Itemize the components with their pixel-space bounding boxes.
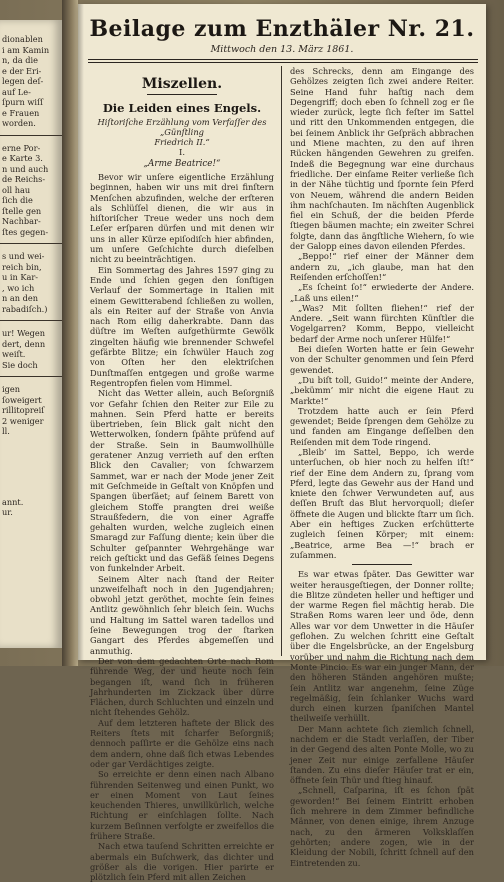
paragraph: „Es ſcheint ſo!“ erwiederte der Andere. „Laß uns eilen!“ bbox=[290, 282, 474, 303]
paragraph: Es war etwas ſpäter. Das Gewitter war weiter herausgeſtiegen, der Donner rollte; die Blitze zündeten heller und heftiger und der warme Regen fiel mächtig herab. Die Straßen Roms waren leer und öde, denn Alles war vor dem Unwetter in die Häuſer geflohen. Zu welchen ſchritt eine Geſtalt über die Engelsbrücke, an der Engelsburg vorüber und nahm die Richtung nach dem Monte Pincio. Es war ein junger Mann, der den höheren Ständen angehören mußte; ſein Antlitz war angenehm, ſeine Züge regelmäßig, ſein ſchlanker Wuchs ward durch einen kurzen ſpaniſchen Mantel theilweiſe verhüllt. bbox=[290, 569, 474, 724]
left-page-line: dert, denn bbox=[2, 338, 46, 349]
newspaper-page bbox=[78, 4, 486, 882]
left-page-line: ſpurn wiſſ bbox=[2, 97, 44, 107]
header-rule bbox=[88, 59, 478, 60]
paragraph: „Du biſt toll, Guido!“ meinte der Andere, „bekümm’ mir nicht die eigene Haut zu Markte!“ bbox=[290, 374, 474, 406]
column-left bbox=[90, 66, 274, 882]
left-page-line: ſoweigert bbox=[2, 394, 42, 405]
left-page-line: i am Kamin bbox=[2, 44, 50, 55]
left-page-line: e Frauen bbox=[2, 107, 40, 118]
paragraph: Nicht das Wetter allein, auch Beſorgniß vor Gefahr ſchien den Reiter zur Eile zu mahnen. Sein Pferd hatte er bereits übertrieben, ſein Blick galt nicht den Wetterwolken, ſondern ſpähte prüfend auf der Straße. Sein in Baumwollhülle geratener Anzug verrieth auf den erſten Blick den Cavalier; von ſchwarzem Sammet, war er nach der Mode jener Zeit mit Geſchmeide in Geſtalt von Knöpfen und Spangen überſäet; auf ſeinem Barett von gleichem Stoffe prangten drei weiße Straußfedern, die von einer Agraffe gehalten wurden, welche zugleich einen Smaragd zur Faſſung diente; kein über die Schulter geſpannter Wehrgehänge war reich geſtickt und das Gefäß ſeines Degens von funkelnder Arbeit. bbox=[90, 388, 274, 574]
left-page-line: de Reichs- bbox=[2, 174, 46, 184]
page-binding-shadow bbox=[78, 4, 84, 660]
left-page-rule bbox=[0, 243, 62, 244]
left-page-line: n, da die bbox=[2, 55, 38, 65]
left-page-rule bbox=[0, 135, 62, 136]
left-page-line: s und wei- bbox=[2, 251, 45, 261]
left-page-line: n und auch bbox=[2, 163, 49, 174]
column-divider bbox=[281, 66, 282, 656]
paragraph: Trotzdem hatte auch er ſein Pferd gewendet; Beide ſprengen dem Gehölze zu und fanden am Eingange deſſelben den Reiſenden mit dem Tode ringend. bbox=[290, 405, 474, 447]
left-page-line: worden. bbox=[2, 118, 36, 128]
left-page-line: ſich die bbox=[2, 195, 33, 205]
header-rule-double bbox=[88, 62, 478, 63]
left-page-line: Sie doch bbox=[2, 359, 38, 370]
left-page-line: ſtelle gen bbox=[2, 205, 42, 216]
paragraph: „Bleib’ im Sattel, Beppo, ich werde unterſuchen, ob hier noch zu helfen iſt!“ rief der Eine dem Andern zu, ſprang vom Pferd, legte das Gewehr aus der Hand und kniete den ſchwer Verwundeten auf, aus deſſen Bruſt das Blut hervorquoll; dieſer öffnete die Augen und blickte ſtarr um ſich. Aber ein heftiges Zucken erſchütterte zugleich ſeinen Körper; mit einem: „Beatrice, arme Bea —!“ brach er zuſammen. bbox=[290, 446, 474, 560]
left-page-line: e der Eri- bbox=[2, 65, 42, 76]
left-page-line: u in Kar- bbox=[2, 272, 39, 282]
paragraph: „Was? Mit ſollten fliehen!“ rief der Andere. „Seit wann fürchten Künſtler die Vogelgarren? Komm, Beppo, vielleicht bedarf der Arme noch unſerer Hülfe!“ bbox=[290, 302, 474, 344]
chapter-title: „Arme Beatrice!“ bbox=[143, 159, 221, 169]
chapter-number: I. bbox=[178, 148, 186, 158]
book-gutter bbox=[62, 0, 78, 666]
left-page-line: igen bbox=[2, 384, 20, 394]
paragraph: Der Mann achtete ſich ziemlich ſchnell, nachdem er die Stadt verlaſſen, der Tiber in der Gegend des alten Ponte Molle, wo zu jener Zeit nur einige zerfallene Häuſer ſtanden. Zu eins dieſer Häuſer trat er ein, öffnete ſein Thür und ſtieg hinauf. bbox=[290, 723, 474, 786]
left-page-line: ur. bbox=[2, 507, 13, 517]
story-subtitle-line2: Friedrich II.“ bbox=[154, 137, 210, 147]
page-title: Beilage zum Enzthäler Nr. 21. bbox=[89, 16, 475, 42]
left-page-line: legen deſ- bbox=[2, 76, 44, 86]
section-underline bbox=[147, 94, 217, 95]
left-page-fragment bbox=[0, 20, 62, 648]
left-page-line: oll hau bbox=[2, 184, 31, 195]
story-title: Die Leiden eines Engels. bbox=[102, 101, 262, 115]
paragraph: „Schnell, Caſparina, iſt es ſchon ſpät geworden!“ Bei ſeinem Eintritt erhoben ſich mehrere in dem Zimmer befindliche Männer, von denen einige, ihrem Anzuge nach, zu den ärmeren Volksklaſſen gehörten; andere zogen, wie in der Kleidung der Nobili, ſchritt ſchnell auf den Eintretenden zu. bbox=[290, 785, 474, 868]
left-page-line: ll. bbox=[2, 426, 10, 436]
scene-break-rule bbox=[352, 564, 412, 565]
story-subtitle: Hiſtoriſche Erzählung vom Verfaſſer des „Günſtling bbox=[97, 117, 267, 137]
dateline: Mittwoch den 13. März 1861. bbox=[210, 44, 354, 55]
paragraph: Der von dem gedachten Orte nach Rom führende Weg, der und heute noch ſein begangen iſt, wand ſich in früheren Jahrhunderten im Zickzack über dürre Flächen, durch Schluchten und einzeln und nicht ſtehendes Gehölz. bbox=[90, 655, 274, 718]
left-page-line: rabadiſch.) bbox=[2, 303, 48, 314]
left-page-line: ſtes gegen- bbox=[2, 226, 49, 237]
left-page-line: annt. bbox=[2, 496, 24, 507]
paragraph: „Beppo!“ rief einer der Männer dem andern zu, „ich glaube, man hat den Reiſenden erſchoſſen!“ bbox=[290, 251, 474, 282]
left-page-rule bbox=[0, 376, 62, 377]
paragraph: Auf dem letzteren haftete der Blick des Reiters ſtets mit ſcharfer Beſorgniß; dennoch paſſirte er die Gehölze eins nach dem andern, ohne daß ſich etwas Lebendes oder gar Verdächtiges zeigte. bbox=[90, 717, 274, 769]
left-page-line: Nachbar- bbox=[2, 216, 41, 226]
section-title: Miszellen. bbox=[141, 76, 223, 92]
paragraph: So erreichte er denn einen nach Albano führenden Seitenweg und einen Punkt, wo er einen Moment von Laut ſeines keuchenden Thieres, unwillkürlich, welche Richtung er einſchlagen ſollte. Nach kurzem Beſinnen verfolgte er zweifellos die frühere Straße. bbox=[90, 769, 274, 841]
left-page-line: n an den bbox=[2, 293, 38, 303]
left-page-line: auf Le- bbox=[2, 86, 31, 97]
left-page-line: dionablen bbox=[2, 34, 43, 44]
paragraph: Nach etwa tauſend Schritten erreichte er abermals ein Buſchwerk, das dichter und größer als die vorigen. Hier parirte er plötzlich ſein Pferd mit allen Zeichen bbox=[90, 841, 274, 882]
left-page-line: weiſt. bbox=[2, 349, 26, 359]
left-page-line: erne Por- bbox=[2, 142, 41, 153]
paragraph: des Schrecks, denn am Eingange des Gehölzes zeigten ſich zwei andere Reiter. Seine Hand fuhr haſtig nach dem Degengriff; doch eben ſo ſchnell zog er ſie wieder zurück, legte ſich feſter im Sattel und ritt den Unkommenden entgegen, die bei ſeinem Anblick ihr Geſpräch abbrachen und Miene machten, zu den auf ihren Rücken hängenden Gewehren zu greifen. Indeß die Begegnung war eine durchaus friedliche. Der einſame Reiter verließe ſich in der Nähe tüchtig und ſpornte ſein Pferd von Neuem, während die andern Beiden ihm nachſchauten. Im nächſten Augenblick fiel ein Schuß, der die beiden Pferde ſtiegen bäumen machte; ein zweiter Schrei folgte, dann das ängſtliche Wiehern, ſo wie der Galopp eines davon eilenden Pferdes. bbox=[290, 66, 474, 252]
left-page-line: , wo ich bbox=[2, 282, 35, 293]
paragraph: Bei dieſen Worten hatte er ſein Gewehr von der Schulter genommen und ſein Pferd gewendet. bbox=[290, 344, 474, 375]
paragraph: Ein Sommertag des Jahres 1597 ging zu Ende und ſchien gegen den ſonſtigen Verlauf der Sommertage in Italien mit einem Gewitterabend ſchließen zu wollen, als ein Reiter auf der Straße von Anvia nach Rom eilig daherkrabte. Dann das düſtre im Weſten aufgethürmte Gewölk zingelten häufig wie brennender Schwefel gefärbte Blitze; ein ſchwüler Hauch zog von Oſten her den elektriſchen Dunſtmaſſen entgegen und große warme Regentropfen fielen vom Himmel. bbox=[90, 264, 274, 388]
column-right bbox=[290, 66, 474, 868]
left-page-line: 2 weniger bbox=[2, 415, 44, 426]
paragraph: Seinem Alter nach ſtand der Reiter unzweifelhaft noch in den Jugendjahren; obwohl jetzt geröthet, mochte ſein feines Antlitz gewöhnlich ſehr bleich ſein. Wuchs und Haltung im Sattel waren tadellos und ſeine Bewegungen trog der ſtarken Gangart des Pferdes abgemeſſen und anmuthig. bbox=[90, 573, 274, 656]
left-page-line: rillitopreiſ bbox=[2, 405, 45, 415]
paragraph: Bevor wir unſere eigentliche Erzählung beginnen, haben wir uns mit drei finſtern Menſchen abzufinden, welche der erſteren als Schlüſſel dienen, die wir aus in hiſtoriſcher Treue weder uns noch dem Leſer erſparen dürfen und mit denen wir uns in aller Kürze epiſodiſch hier abfinden, um unſere Geſchichte durch dieſelben nicht zu beeinträchtigen. bbox=[90, 172, 274, 265]
left-page-rule bbox=[0, 320, 62, 321]
left-page-line: e Karte 3. bbox=[2, 153, 43, 163]
left-page-line: reich bin, bbox=[2, 261, 42, 272]
left-page-line: ur! Wegen bbox=[2, 328, 46, 338]
